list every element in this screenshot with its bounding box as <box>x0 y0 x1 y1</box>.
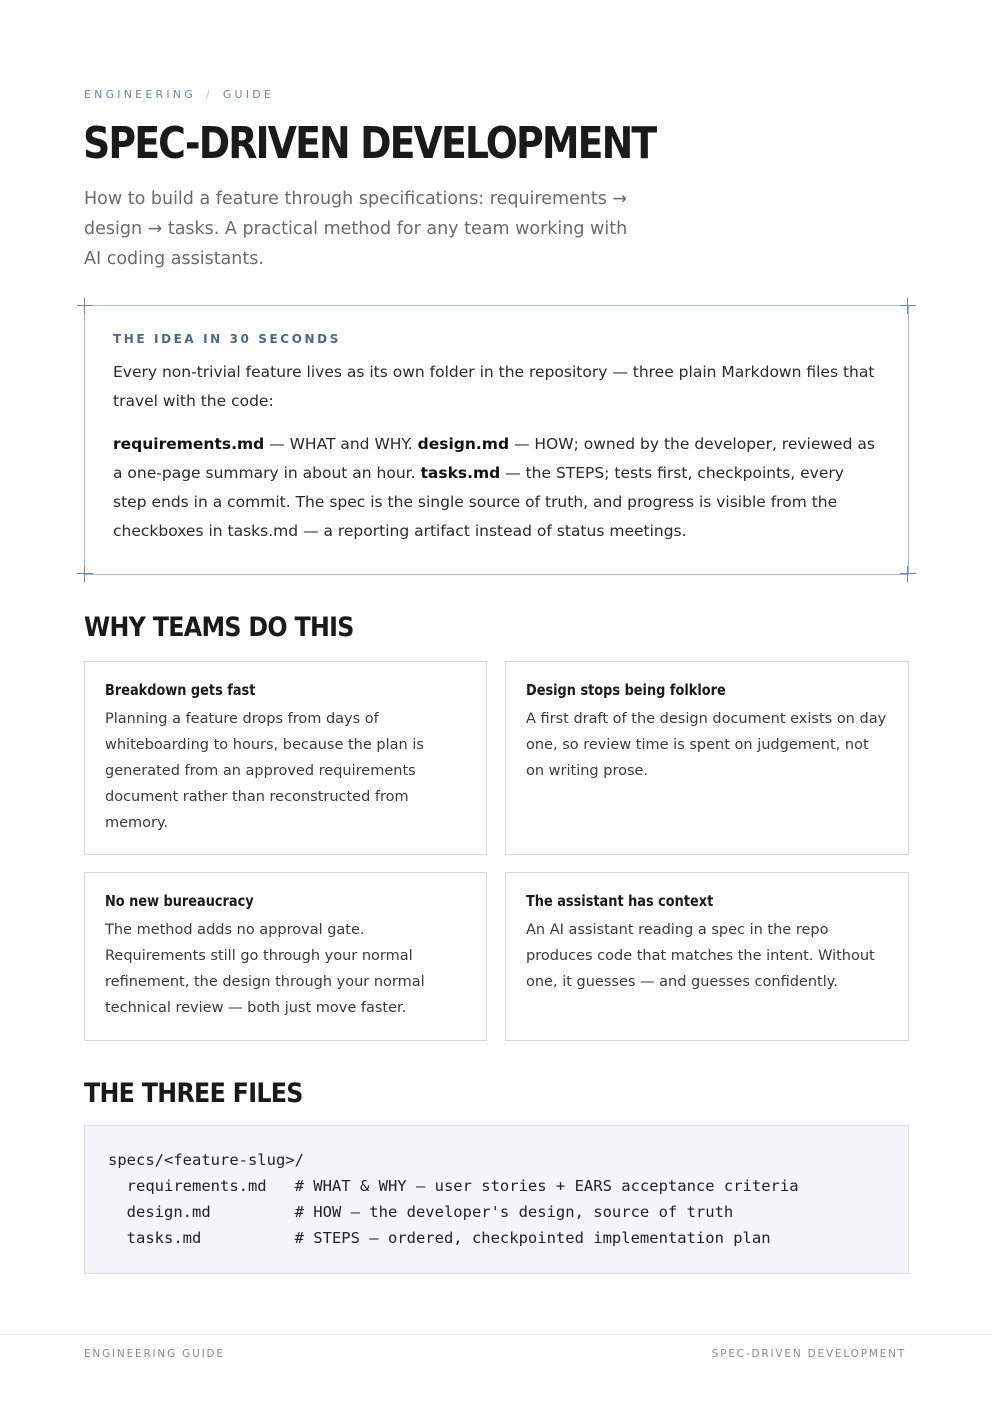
card-title: Breakdown gets fast <box>105 681 256 699</box>
card-body: The method adds no approval gate. Requirements still go through your normal refinement, the design through your normal technical review — both just move faster. <box>105 922 425 1016</box>
idea-intro: Every non-trivial feature lives as its own folder in the repository — three plain Markdown files that travel with the code: <box>113 363 875 410</box>
card-title: The assistant has context <box>526 892 714 910</box>
footer-right-text: SPEC-DRIVEN DEVELOPMENT <box>711 1348 906 1360</box>
reason-card <box>84 661 487 855</box>
card-title: Design stops being folklore <box>526 681 726 699</box>
section-heading-why: WHY TEAMS DO THIS <box>84 612 354 643</box>
code-line: specs/<feature-slug>/ <box>108 1151 304 1169</box>
card-body: Planning a feature drops from days of whiteboarding to hours, because the plan is generated from an approved requirements document rather than reconstructed from memory. <box>105 711 424 831</box>
page-subtitle: How to build a feature through specifications: requirements → design → tasks. A practical method for any team working with AI coding assistants. <box>84 189 628 269</box>
code-line: tasks.md # STEPS — ordered, checkpointed implementation plan <box>108 1229 771 1247</box>
footer-left-text: ENGINEERING GUIDE <box>84 1348 225 1360</box>
card-body: A first draft of the design document exists on day one, so review time is spent on judgement, not on writing prose. <box>526 711 887 779</box>
reason-card <box>84 872 487 1041</box>
corner-crosshair-icon <box>900 298 916 314</box>
corner-crosshair-icon <box>77 566 93 582</box>
breadcrumb-page: GUIDE <box>222 88 275 101</box>
file-name: requirements.md <box>113 435 265 453</box>
file-description: — HOW; owned by the developer, reviewed as a one-page summary in about an hour. <box>113 435 875 482</box>
reason-card <box>505 661 909 855</box>
breadcrumb-separator: / <box>205 88 213 101</box>
idea-files-summary <box>113 430 880 546</box>
file-description: — WHAT and WHY. <box>264 435 418 453</box>
file-name: design.md <box>417 435 510 453</box>
corner-crosshair-icon <box>77 298 93 314</box>
footer-divider <box>0 1334 992 1335</box>
idea-label: THE IDEA IN 30 SECONDS <box>113 332 341 346</box>
file-name: tasks.md <box>420 464 501 482</box>
code-block <box>84 1125 909 1274</box>
breadcrumb-section: ENGINEERING <box>84 88 196 101</box>
reason-card <box>505 872 909 1041</box>
card-body: An AI assistant reading a spec in the repo produces code that matches the intent. Without one, it guesses — and guesses confidently. <box>526 922 875 990</box>
code-line: design.md # HOW — the developer's design, source of truth <box>108 1203 734 1221</box>
corner-crosshair-icon <box>900 566 916 582</box>
code-line: requirements.md # WHAT & WHY — user stories + EARS acceptance criteria <box>108 1177 799 1195</box>
page-title: SPEC-DRIVEN DEVELOPMENT <box>83 118 656 169</box>
card-title: No new bureaucracy <box>105 892 254 910</box>
breadcrumb <box>84 88 274 101</box>
section-heading-files: THE THREE FILES <box>84 1078 303 1109</box>
idea-callout <box>84 305 909 575</box>
file-description: — the STEPS; tests first, checkpoints, every step ends in a commit. The spec is the single source of truth, and progress is visible from the checkboxes in tasks.md — a reporting artifact instead of status meetings. <box>113 464 844 540</box>
